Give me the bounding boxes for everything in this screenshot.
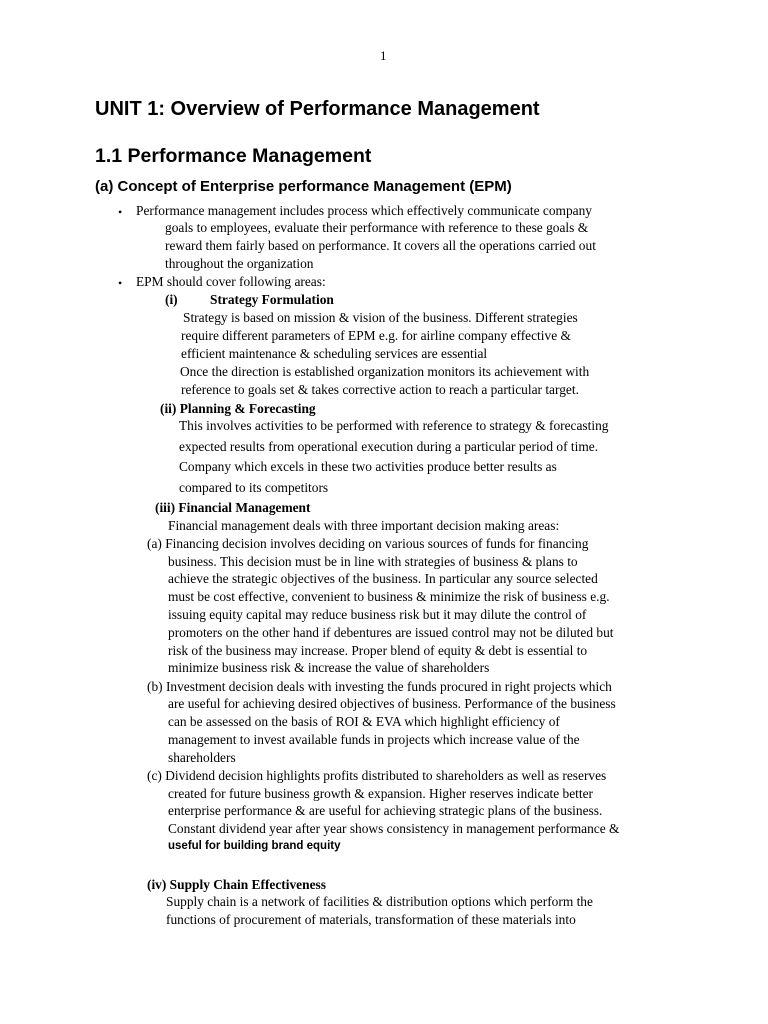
area-3-title: (iii) Financial Management: [155, 500, 311, 515]
bullet-1-line-4: throughout the organization: [165, 256, 314, 271]
area-1-line-5: reference to goals set & takes corrective action to reach a particular target.: [181, 382, 579, 397]
area-1-number: (i): [165, 292, 178, 307]
area-2-line-3: Company which excels in these two activities produce better results as: [179, 459, 557, 474]
area-2-line-2: expected results from operational execution during a particular period of time.: [179, 439, 599, 454]
investment-decision-line-4: management to invest available funds in projects which increase value of the: [168, 732, 580, 747]
dividend-decision-line-3: enterprise performance & are useful for achieving strategic plans of the business.: [168, 803, 603, 818]
area-4-title: (iv) Supply Chain Effectiveness: [147, 877, 326, 892]
area-2-line-4: compared to its competitors: [179, 480, 329, 495]
area-1-line-3: efficient maintenance & scheduling services are essential: [181, 346, 488, 361]
bullet-2-text: EPM should cover following areas:: [136, 274, 326, 289]
bullet-1-line-2: goals to employees, evaluate their performance with reference to these goals &: [165, 220, 589, 235]
unit-title: UNIT 1: Overview of Performance Management: [95, 98, 540, 120]
investment-decision-line-1: (b) Investment decision deals with investing the funds procured in right projects which: [147, 679, 612, 694]
dividend-decision-line-4: Constant dividend year after year shows consistency in management performance &: [168, 821, 620, 836]
area-2-line-1: This involves activities to be performed with reference to strategy & forecasting: [179, 418, 609, 433]
area-1-line-2: require different parameters of EPM e.g. for airline company effective &: [181, 328, 571, 343]
bullet-1-line-1: Performance management includes process which effectively communicate company: [136, 203, 592, 218]
area-3-intro: Financial management deals with three important decision making areas:: [168, 518, 560, 533]
area-1-line-1: Strategy is based on mission & vision of the business. Different strategies: [183, 310, 578, 325]
dividend-decision-line-1: (c) Dividend decision highlights profits distributed to shareholders as well as reserves: [147, 768, 607, 783]
financing-decision-line-6: promoters on the other hand if debentures are issued control may not be diluted but: [168, 625, 614, 640]
page-number: 1: [380, 48, 387, 63]
financing-decision-line-5: issuing equity capital may reduce business risk but it may dilute the control of: [168, 607, 587, 622]
investment-decision-line-2: are useful for achieving desired objectives of business. Performance of the business: [168, 696, 616, 711]
financing-decision-line-4: must be cost effective, convenient to business & minimize the risk of business e.g.: [168, 589, 610, 604]
area-4-line-2: functions of procurement of materials, transformation of these materials into: [166, 912, 576, 927]
financing-decision-line-7: risk of the business may increase. Proper blend of equity & debt is essential to: [168, 643, 588, 658]
financing-decision-line-2: business. This decision must be in line with strategies of business & plans to: [168, 554, 578, 569]
dividend-decision-line-5: useful for building brand equity: [168, 840, 341, 852]
area-1-title: Strategy Formulation: [210, 292, 334, 307]
financing-decision-line-3: achieve the strategic objectives of the business. In particular any source selected: [168, 571, 598, 586]
bullet-2-glyph: •: [118, 276, 123, 290]
area-1-line-4: Once the direction is established organization monitors its achievement with: [180, 364, 590, 379]
investment-decision-line-5: shareholders: [168, 750, 236, 765]
bullet-1-line-3: reward them fairly based on performance. It covers all the operations carried out: [165, 238, 596, 253]
area-4-line-1: Supply chain is a network of facilities & distribution options which perform the: [166, 894, 593, 909]
financing-decision-line-8: minimize business risk & increase the value of shareholders: [168, 660, 490, 675]
investment-decision-line-3: can be assessed on the basis of ROI & EVA which highlight efficiency of: [168, 714, 560, 729]
section-title: 1.1 Performance Management: [95, 145, 372, 167]
bullet-1-glyph: •: [118, 205, 123, 219]
financing-decision-line-1: (a) Financing decision involves deciding on various sources of funds for financing: [147, 536, 589, 551]
area-2-title: (ii) Planning & Forecasting: [160, 401, 316, 416]
subsection-title: (a) Concept of Enterprise performance Management (EPM): [95, 178, 512, 195]
dividend-decision-line-2: created for future business growth & expansion. Higher reserves indicate better: [168, 786, 594, 801]
